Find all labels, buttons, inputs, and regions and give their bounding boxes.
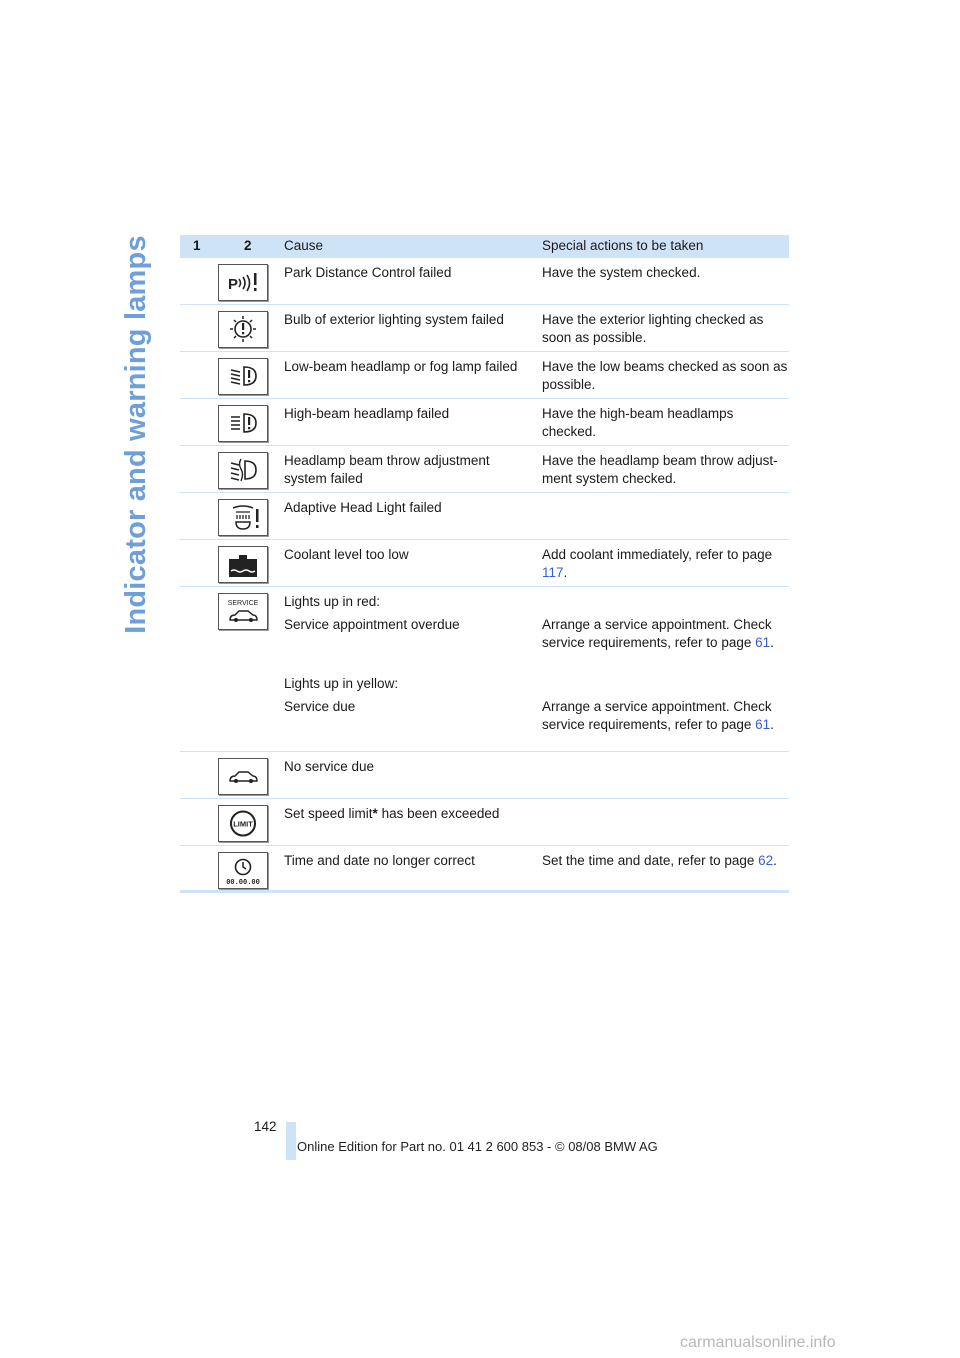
row-cause: Time and date no longer correct bbox=[284, 853, 475, 868]
high-beam-headlamp-icon bbox=[218, 405, 268, 442]
row-cause: No service due bbox=[284, 759, 375, 774]
row-cause: High-beam headlamp failed bbox=[284, 406, 450, 421]
header-col2: 2 bbox=[244, 238, 252, 253]
row-action: Set the time and date, refer to page 62. bbox=[542, 853, 777, 868]
option-asterisk: * bbox=[372, 806, 378, 821]
headlamp-range-adjust-icon bbox=[218, 452, 268, 489]
table-header bbox=[180, 235, 789, 258]
side-title-text: Indicator and warning lamps bbox=[119, 234, 152, 634]
red-label: Lights up in red: bbox=[284, 594, 381, 609]
table-row bbox=[180, 352, 789, 399]
row-cause: Park Distance Control failed bbox=[284, 265, 452, 280]
row-cause: Coolant level too low bbox=[284, 547, 409, 562]
row-action: Have the exterior lighting checked as soon as possible. bbox=[542, 312, 764, 345]
table-row bbox=[180, 399, 789, 446]
table-row bbox=[180, 540, 789, 587]
speed-limit-icon bbox=[218, 805, 268, 842]
header-cause: Cause bbox=[284, 238, 324, 253]
watermark: carmanualsonline.info bbox=[680, 1334, 836, 1351]
row-action: Have the low beams checked as soon as possible. bbox=[542, 359, 788, 392]
page-number: 142 bbox=[254, 1119, 277, 1134]
clock-icon bbox=[218, 852, 268, 889]
table-row bbox=[180, 446, 789, 493]
low-beam-headlamp-icon bbox=[218, 358, 268, 395]
row-cause: Bulb of exterior lighting system failed bbox=[284, 312, 504, 327]
row-cause: Set speed limit* has been exceeded bbox=[284, 806, 500, 821]
red-cause: Service appointment overdue bbox=[284, 617, 460, 632]
table-bottom-rule bbox=[180, 890, 789, 893]
page-link[interactable]: 117 bbox=[542, 564, 564, 580]
svg-text:SERVICE: SERVICE bbox=[227, 600, 259, 607]
row-cause: Low-beam headlamp or fog lamp failed bbox=[284, 359, 518, 374]
page-link[interactable]: 61 bbox=[755, 634, 771, 650]
footer-bar bbox=[286, 1122, 296, 1160]
table-row bbox=[180, 305, 789, 352]
row-action: Have the headlamp beam throw adjust-ment system checked. bbox=[542, 453, 778, 486]
table-row bbox=[180, 846, 789, 890]
svg-text:LIMIT: LIMIT bbox=[233, 819, 253, 829]
header-actions: Special actions to be taken bbox=[542, 238, 704, 253]
table-row bbox=[180, 587, 789, 752]
exterior-bulb-failure-icon bbox=[218, 311, 268, 348]
car-icon bbox=[218, 758, 268, 795]
table-row bbox=[180, 258, 789, 305]
svg-text:00.00.00: 00.00.00 bbox=[226, 879, 260, 887]
side-title bbox=[118, 232, 154, 636]
footer-text: Online Edition for Part no. 01 41 2 600 853 - © 08/08 BMW AG bbox=[297, 1139, 658, 1154]
park-distance-control-icon bbox=[218, 264, 268, 301]
adaptive-headlight-icon bbox=[218, 499, 268, 536]
header-col1: 1 bbox=[193, 238, 201, 253]
row-action: Add coolant immediately, refer to page 117. bbox=[542, 547, 773, 580]
row-cause: Adaptive Head Light failed bbox=[284, 500, 442, 515]
table-row bbox=[180, 799, 789, 846]
service-car-icon bbox=[218, 593, 268, 630]
svg-text:P: P bbox=[228, 276, 239, 293]
warning-lamps-table bbox=[180, 235, 789, 893]
table-row bbox=[180, 752, 789, 799]
yellow-cause: Service due bbox=[284, 699, 356, 714]
red-action: Arrange a service appointment. Check service requirements, refer to page 61. bbox=[542, 617, 774, 650]
yellow-action: Arrange a service appointment. Check service requirements, refer to page 61. bbox=[542, 699, 774, 732]
page-link[interactable]: 62 bbox=[758, 853, 774, 868]
page-link[interactable]: 61 bbox=[755, 716, 771, 732]
coolant-level-icon bbox=[218, 546, 268, 583]
row-action: Have the system checked. bbox=[542, 265, 701, 280]
row-cause: Headlamp beam throw adjustment system failed bbox=[284, 453, 490, 486]
row-action: Have the high-beam headlamps checked. bbox=[542, 406, 734, 439]
yellow-label: Lights up in yellow: bbox=[284, 676, 399, 691]
table-row bbox=[180, 493, 789, 540]
